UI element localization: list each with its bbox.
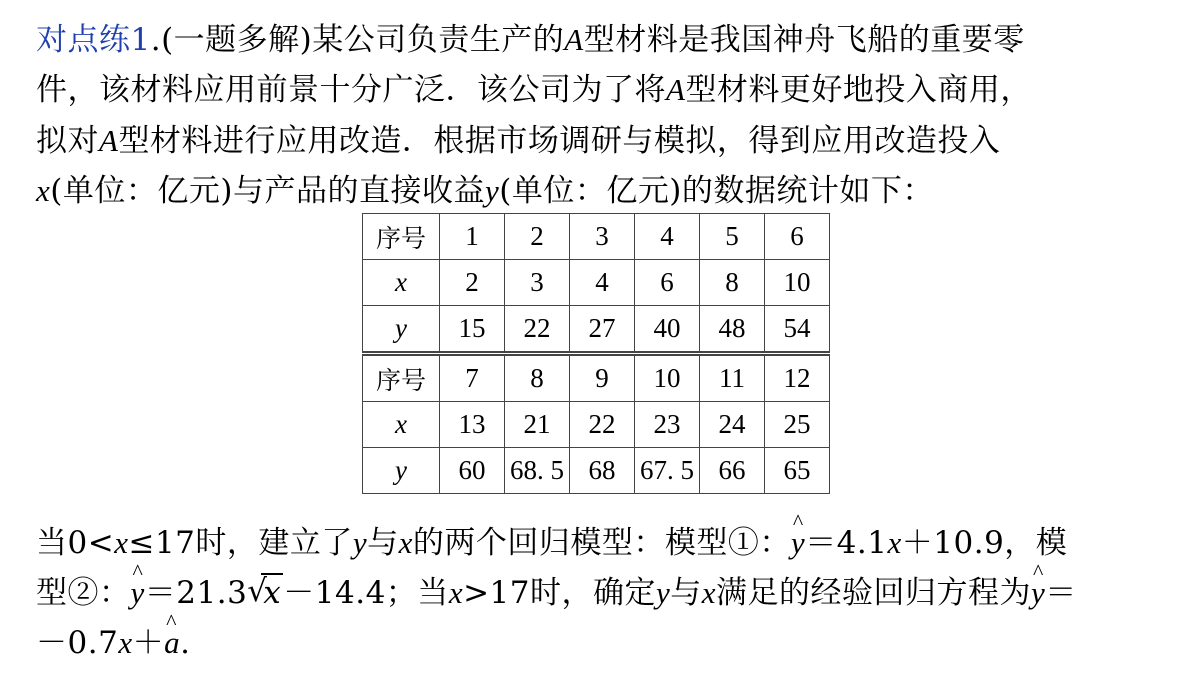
table-cell: 8 bbox=[700, 260, 765, 306]
y-hat-symbol: ^ y bbox=[791, 525, 805, 561]
y-hat-symbol: ^ y bbox=[1031, 575, 1045, 611]
table-cell: 48 bbox=[700, 306, 765, 354]
table-cell: 66 bbox=[700, 448, 765, 494]
table-cell: 5 bbox=[700, 214, 765, 260]
table-row-y-top bbox=[363, 306, 830, 354]
table-cell: 12 bbox=[765, 354, 830, 402]
intro-line-3: 拟对A型材料进行应用改造．根据市场调研与模拟，得到应用改造投入 bbox=[36, 123, 1001, 159]
table-cell: 1 bbox=[440, 214, 505, 260]
table-row-index-top bbox=[363, 214, 830, 260]
radical-sign: √ bbox=[247, 573, 268, 609]
table-row-y-bottom bbox=[363, 448, 830, 494]
y-hat-symbol: ^ y bbox=[131, 575, 145, 611]
table-cell: 68. 5 bbox=[505, 448, 570, 494]
row-header-index: 序号 bbox=[363, 354, 440, 402]
table-cell: 27 bbox=[570, 306, 635, 354]
table-cell: 3 bbox=[505, 260, 570, 306]
table-cell: 67. 5 bbox=[635, 448, 700, 494]
row-header-x: x bbox=[363, 260, 440, 306]
models-line-3: －0.7x＋^ a. bbox=[36, 617, 190, 662]
table-cell: 22 bbox=[570, 402, 635, 448]
table-cell: 10 bbox=[635, 354, 700, 402]
table-cell: 4 bbox=[635, 214, 700, 260]
table-row-x-top bbox=[363, 260, 830, 306]
table-cell: 25 bbox=[765, 402, 830, 448]
table-cell: 21 bbox=[505, 402, 570, 448]
table-cell: 2 bbox=[440, 260, 505, 306]
a-hat-symbol: ^ a bbox=[164, 625, 180, 661]
table-cell: 13 bbox=[440, 402, 505, 448]
intro-line-1: 对点练1.(一题多解)某公司负责生产的A型材料是我国神舟飞船的重要零 bbox=[36, 22, 1025, 58]
table-cell: 4 bbox=[570, 260, 635, 306]
table-cell: 22 bbox=[505, 306, 570, 354]
row-header-index: 序号 bbox=[363, 214, 440, 260]
table-cell: 6 bbox=[765, 214, 830, 260]
table-cell: 10 bbox=[765, 260, 830, 306]
intro-line-2: 件，该材料应用前景十分广泛．该公司为了将A型材料更好地投入商用， bbox=[36, 72, 1032, 108]
table-cell: 6 bbox=[635, 260, 700, 306]
table-cell: 65 bbox=[765, 448, 830, 494]
row-header-y: y bbox=[363, 448, 440, 494]
table-cell: 3 bbox=[570, 214, 635, 260]
table-cell: 15 bbox=[440, 306, 505, 354]
models-line-1: 当0<x≤17时，建立了y与x的两个回归模型：模型①：^ y＝4.1x＋10.9，模 bbox=[36, 517, 1067, 562]
table-row-x-bottom bbox=[363, 402, 830, 448]
row-header-x: x bbox=[363, 402, 440, 448]
problem-label: 对点练1 bbox=[36, 22, 151, 58]
table-cell: 8 bbox=[505, 354, 570, 402]
data-table bbox=[362, 213, 830, 494]
table-row-index-bottom bbox=[363, 354, 830, 402]
table-cell: 2 bbox=[505, 214, 570, 260]
table-cell: 40 bbox=[635, 306, 700, 354]
table-cell: 23 bbox=[635, 402, 700, 448]
table-cell: 24 bbox=[700, 402, 765, 448]
models-line-2: 型②：^ y＝21.3 √ x－14.4；当x>17时，确定y与x满足的经验回归方程为^ y＝ bbox=[36, 567, 1077, 612]
table-cell: 60 bbox=[440, 448, 505, 494]
row-header-y: y bbox=[363, 306, 440, 354]
table-cell: 9 bbox=[570, 354, 635, 402]
sqrt-x: √ x bbox=[247, 573, 282, 611]
table-cell: 7 bbox=[440, 354, 505, 402]
table-cell: 68 bbox=[570, 448, 635, 494]
table-cell: 11 bbox=[700, 354, 765, 402]
intro-line-4: x(单位：亿元)与产品的直接收益y(单位：亿元)的数据统计如下： bbox=[36, 173, 934, 209]
table-cell: 54 bbox=[765, 306, 830, 354]
